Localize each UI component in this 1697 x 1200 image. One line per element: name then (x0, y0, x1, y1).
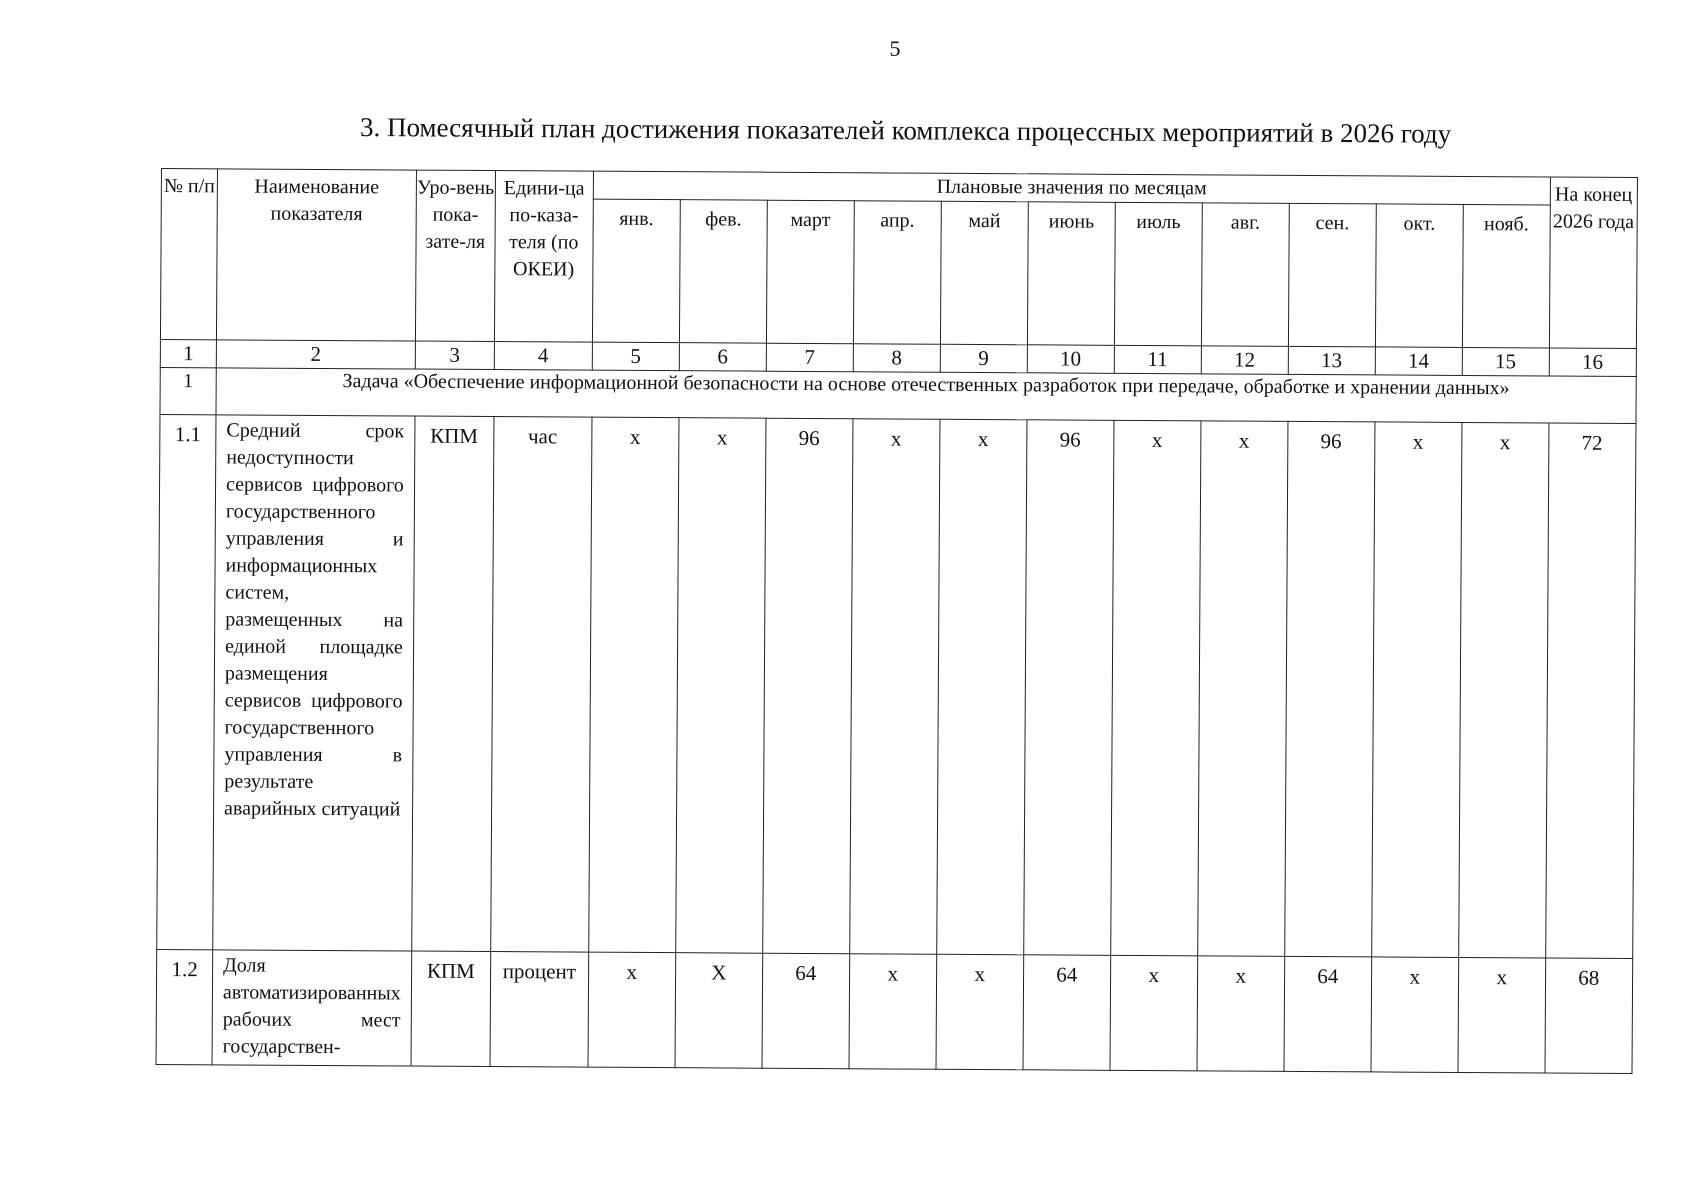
column-number: 14 (1375, 347, 1462, 376)
column-number: 16 (1549, 348, 1636, 377)
month-value: х (1458, 422, 1548, 958)
header-unit: Едини-ца по-каза-теля (по ОКЕИ) (494, 171, 593, 343)
column-number: 9 (940, 344, 1027, 373)
header-month: нояб. (1462, 204, 1550, 348)
month-value: 64 (762, 953, 850, 1069)
end-of-year-value: 72 (1545, 423, 1635, 959)
month-value: х (1197, 956, 1285, 1072)
row-num: 1.2 (156, 949, 213, 1064)
month-value: х (936, 954, 1024, 1070)
header-month: янв. (592, 199, 680, 343)
header-month: авг. (1201, 203, 1289, 347)
month-value: Х (675, 953, 763, 1069)
header-month: июль (1114, 202, 1202, 346)
header-end-of-year: На конец 2026 года (1549, 177, 1637, 349)
month-value: 96 (1023, 420, 1113, 956)
monthly-plan-table (156, 168, 1638, 1074)
task-num: 1 (160, 367, 216, 414)
column-number: 1 (160, 339, 216, 367)
header-month: апр. (853, 201, 941, 345)
header-month: май (940, 201, 1028, 345)
indicator-unit: процент (490, 952, 589, 1068)
column-number: 12 (1201, 346, 1288, 375)
table-row (156, 949, 1632, 1073)
month-value: х (1371, 957, 1459, 1073)
month-value: х (1110, 420, 1200, 956)
month-value: х (1110, 955, 1198, 1071)
column-number: 5 (592, 342, 679, 371)
end-of-year-value: 68 (1545, 958, 1633, 1074)
month-value: 96 (762, 418, 852, 954)
indicator-level: КПМ (411, 416, 493, 951)
column-number: 8 (853, 344, 940, 373)
column-number: 10 (1027, 345, 1114, 374)
header-month: март (766, 200, 854, 344)
month-value: х (675, 418, 765, 954)
month-value: х (1371, 422, 1461, 958)
header-month: окт. (1375, 204, 1463, 348)
column-number: 11 (1114, 345, 1201, 374)
month-value: х (849, 954, 937, 1070)
indicator-level: КПМ (411, 951, 491, 1066)
month-value: х (588, 417, 678, 953)
header-num: № п/п (160, 169, 217, 340)
column-number: 13 (1288, 346, 1375, 375)
indicator-name: Доля автоматизированных рабочих мест государствен- (212, 950, 411, 1066)
header-months-group: Плановые значения по месяцам (593, 171, 1550, 205)
month-value: х (1458, 957, 1546, 1073)
month-value: х (849, 419, 939, 955)
indicator-name: Средний срок недоступности сервисов цифрового государственного управления и информационных систем, размещенных на единой площадке размещения сервисов цифрового государственного управления в результате аварийных ситуаций (213, 415, 415, 951)
header-month: июнь (1027, 202, 1115, 346)
month-value: х (1197, 421, 1287, 957)
month-value: х (936, 419, 1026, 955)
month-value: х (588, 952, 676, 1068)
month-value: 64 (1023, 955, 1111, 1071)
page-number: 5 (889, 36, 901, 61)
column-number: 6 (679, 343, 766, 372)
column-number: 7 (766, 343, 853, 372)
column-number: 4 (494, 342, 592, 371)
task-text: Задача «Обеспечение информационной безопасности на основе отечественных разработок при передаче, обработке и хранении данных» (216, 368, 1636, 424)
month-value: 64 (1284, 956, 1372, 1072)
month-value: 96 (1284, 421, 1374, 957)
header-month: сен. (1288, 203, 1376, 347)
header-name: Наименование показателя (216, 169, 416, 341)
column-number: 3 (415, 341, 494, 369)
column-number: 2 (216, 340, 415, 369)
indicator-unit: час (490, 417, 591, 953)
header-level: Уро-вень пока-зате-ля (415, 170, 495, 341)
column-number: 15 (1462, 347, 1549, 376)
header-month: фев. (679, 200, 767, 344)
page-title: 3. Помесячный план достижения показателей комплекса процессных мероприятий в 2026 году (359, 112, 1452, 149)
row-num: 1.1 (157, 414, 216, 949)
table-row (157, 414, 1636, 958)
